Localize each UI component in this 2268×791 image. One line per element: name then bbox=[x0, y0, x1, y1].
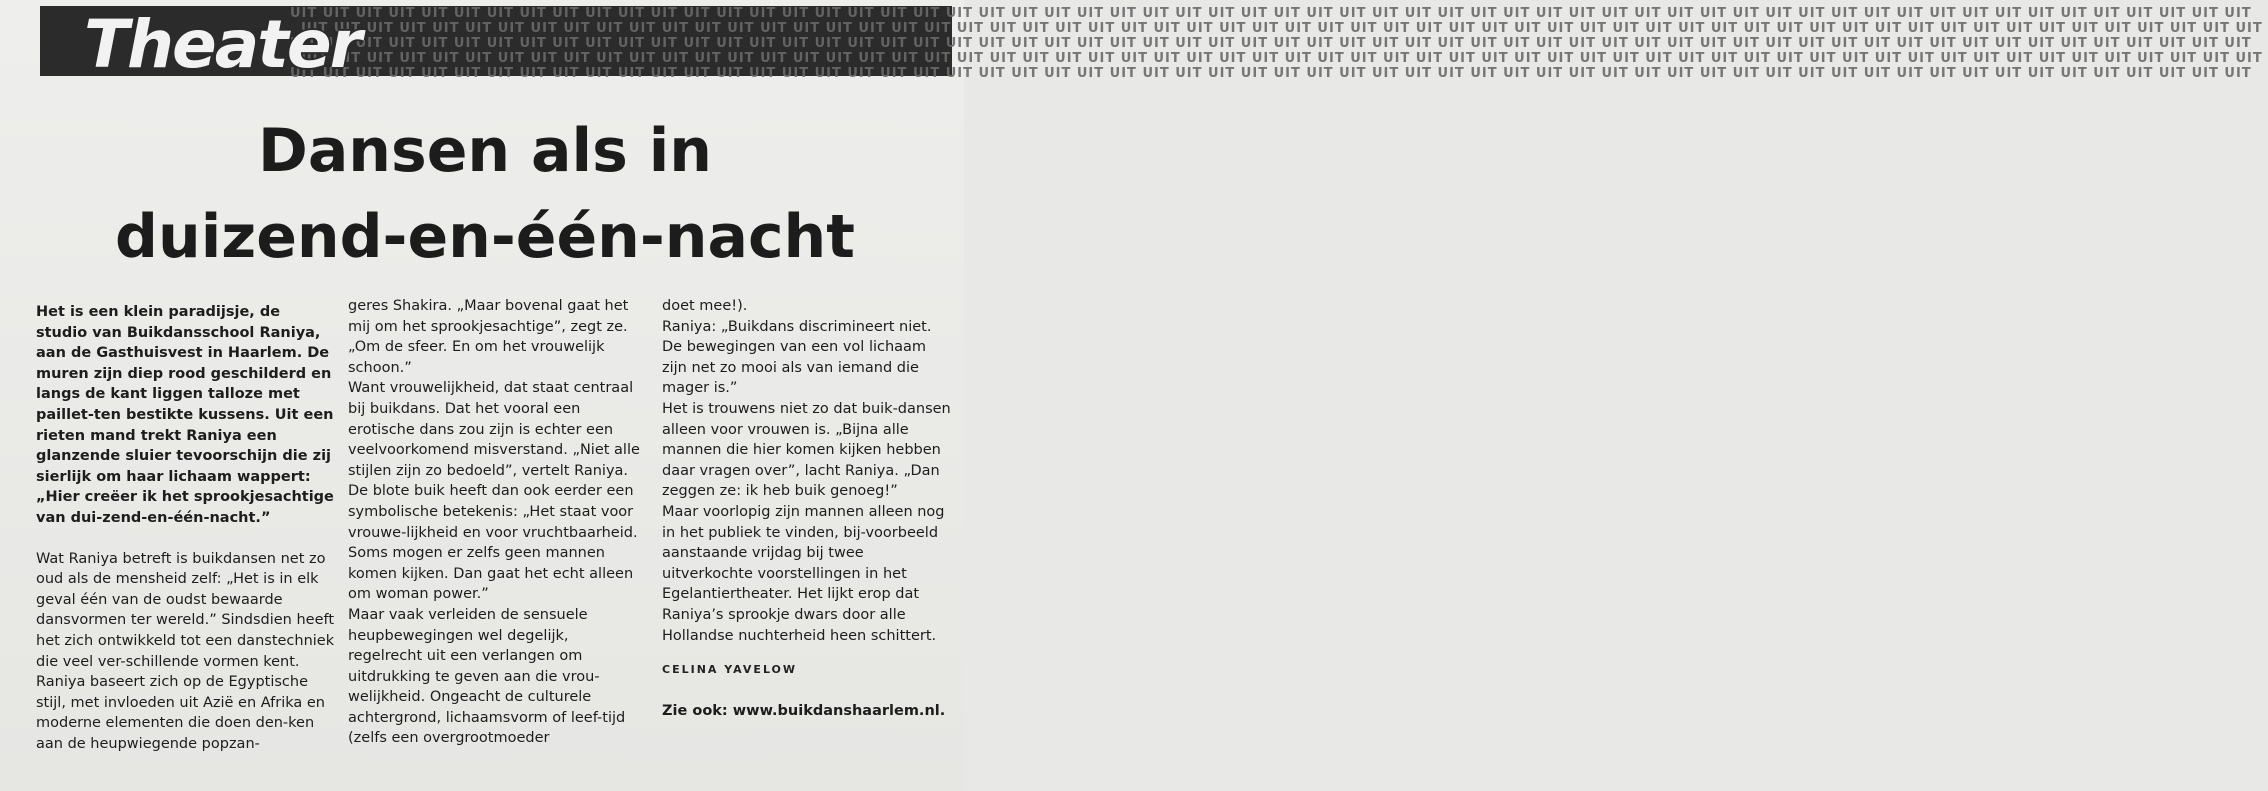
article-headline bbox=[50, 108, 920, 280]
author-byline: CELINA YAVELOW bbox=[662, 663, 798, 677]
paragraph: doet mee!). bbox=[662, 298, 748, 314]
see-also-link[interactable]: Zie ook: www.buikdanshaarlem.nl. bbox=[662, 702, 946, 719]
lead-paragraph: Het is een klein paradijsje, de studio van Buikdansschool Raniya, aan de Gasthuisvest in Haarlem. De muren zijn diep rood geschilderd en langs de kant liggen talloze met paillet-ten bestikte kussens. Uit een rieten mand trekt Raniya een glanzende sluier tevoorschijn die zij sierlijk om haar lichaam wappert: „Hier creëer ik het sprookjesachtige van dui-zend-en-één-nacht.” bbox=[36, 304, 334, 526]
article-column-1 bbox=[36, 302, 336, 754]
uit-pattern: UIT UIT UIT UIT UIT UIT UIT UIT UIT UIT UIT UIT UIT UIT UIT UIT UIT UIT UIT UIT UIT UIT UIT UIT UIT UIT UIT UIT UIT UIT UIT UIT UIT UIT UIT UIT UIT UIT UIT UIT UIT UIT UIT UIT UIT UIT UIT UIT UIT UIT UIT UIT UIT UIT UIT UIT UIT UIT UIT UIT UIT UIT UIT UIT UIT UIT UIT UIT UIT UIT UIT UIT UIT UIT UIT UIT UIT UIT UIT UIT UIT UIT UIT UIT UIT UIT UIT UIT UIT UIT UIT UIT UIT UIT UIT UIT UIT UIT UIT UIT UIT UIT UIT UIT UIT UIT UIT UIT UIT UIT UIT UIT UIT UIT UIT UIT UIT UIT UIT UIT UIT UIT UIT UIT UIT UIT UIT UIT UIT UIT UIT UIT UIT UIT UIT UIT UIT UIT UIT UIT UIT UIT UIT UIT UIT UIT UIT UIT UIT UIT UIT UIT UIT UIT UIT UIT UIT UIT UIT UIT UIT UIT UIT UIT UIT UIT UIT UIT UIT UIT UIT UIT UIT UIT UIT UIT UIT UIT UIT UIT UIT UIT UIT UIT UIT UIT UIT UIT UIT UIT UIT UIT UIT UIT UIT UIT UIT UIT UIT UIT UIT UIT UIT UIT UIT UIT UIT UIT UIT UIT UIT UIT UIT UIT UIT UIT UIT UIT UIT UIT UIT UIT UIT UIT UIT UIT UIT UIT UIT UIT UIT UIT UIT UIT UIT UIT UIT UIT UIT UIT UIT UIT UIT UIT UIT UIT UIT UIT UIT UIT UIT UIT UIT UIT UIT UIT UIT UIT UIT UIT UIT UIT UIT UIT UIT UIT UIT UIT UIT UIT UIT UIT UIT UIT UIT UIT UIT UIT UIT UIT UIT UIT UIT UIT UIT UIT UIT UIT UIT UIT UIT UIT UIT UIT UIT UIT UIT UIT UIT UIT bbox=[290, 6, 2263, 81]
section-header-band bbox=[40, 6, 2263, 83]
headline-line-2: duizend-en-één-nacht bbox=[115, 202, 855, 272]
section-label: Theater bbox=[84, 6, 361, 83]
article-column-3 bbox=[662, 296, 952, 721]
paragraph: Maar voorlopig zijn mannen alleen nog in het publiek te vinden, bij-voorbeeld aanstaande vrijdag bij twee uitverkochte voorstellingen in het Egelantiertheater. Het lijkt erop dat Raniya’s sprookje dwars door alle Hollandse nuchterheid heen schittert. bbox=[662, 503, 945, 644]
article-column-2 bbox=[348, 296, 644, 749]
paragraph: Maar vaak verleiden de sensuele heupbewegingen wel degelijk, regelrecht uit een verlangen om uitdrukking te geven aan die vrou-welijkheid. Ongeacht de culturele achtergrond, lichaamsvorm of leef-tijd (zelfs een overgrootmoeder bbox=[348, 606, 626, 747]
paragraph: Want vrouwelijkheid, dat staat centraal bij buikdans. Dat het vooral een erotische dans zou zijn is echter een veelvoorkomend misverstand. „Niet alle stijlen zijn zo bedoeld”, vertelt Raniya. De blote buik heeft dan ook eerder een symbolische betekenis: „Het staat voor vrouwe-lijkheid en voor vruchtbaarheid. Soms mogen er zelfs geen mannen komen kijken. Dan gaat het echt alleen om woman power.” bbox=[348, 380, 640, 603]
paragraph: Raniya: „Buikdans discrimineert niet. De bewegingen van een vol lichaam zijn net zo mooi als van iemand die mager is.” bbox=[662, 318, 932, 397]
paragraph: Het is trouwens niet zo dat buik-dansen alleen voor vrouwen is. „Bijna alle mannen die hier komen kijken hebben daar vragen over”, lacht Raniya. „Dan zeggen ze: ik heb buik genoeg!” bbox=[662, 400, 951, 500]
paragraph: geres Shakira. „Maar bovenal gaat het mij om het sprookjesachtige”, zegt ze. „Om de sfeer. En om het vrouwelijk schoon.” bbox=[348, 298, 629, 376]
headline-line-1: Dansen als in bbox=[258, 116, 712, 186]
paragraph: Wat Raniya betreft is buikdansen net zo oud als de mensheid zelf: „Het is in elk geval één van de oudst bewaarde dansvormen ter wereld.” Sindsdien heeft het zich ontwikkeld tot een danstechniek die veel ver-schillende vormen kent. Raniya baseert zich op de Egyptische stijl, met invloeden uit Azië en Afrika en moderne elementen die doen den-ken aan de heupwiegende popzan- bbox=[36, 550, 335, 752]
